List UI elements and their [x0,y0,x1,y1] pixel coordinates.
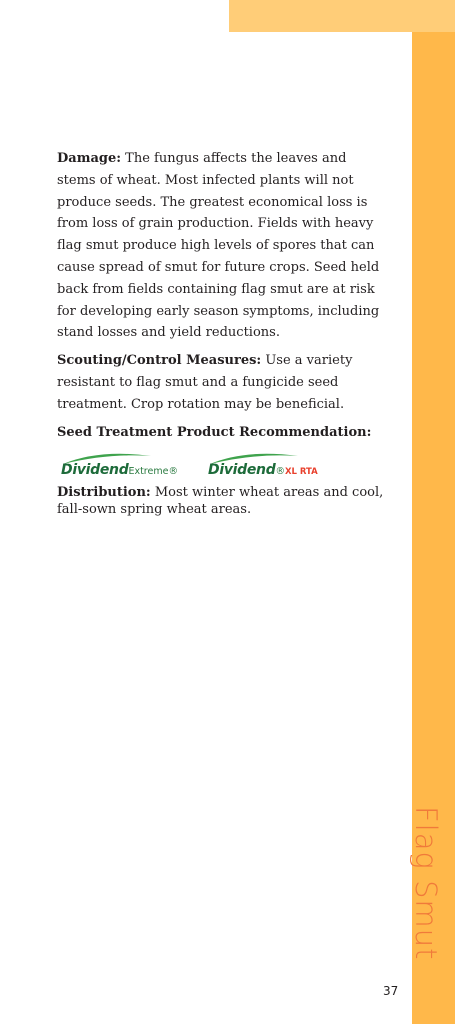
scouting-paragraph [57,350,385,415]
registered-mark: ® [275,466,285,478]
distribution-label: Distribution: [57,485,151,501]
dividend-xl-rta-logo [206,451,336,479]
page-number: 37 [383,984,399,998]
damage-text: The fungus affects the leaves and stems of wheat. Most infected plants will not produce seeds. The greatest economical loss is from loss of grain production. Fields with heavy flag smut produce high levels of spores that can cause spread of smut for future crops. Seed held back from fields containing flag smut are at risk for developing early season symptoms, including stand losses and yield reductions. [57,151,380,341]
distribution-text: Most winter wheat areas and cool, fall-sown spring wheat areas. [57,485,384,517]
registered-mark: ® [168,466,178,478]
header-tab [229,0,455,32]
dividend-extreme-logo [59,451,189,479]
recommendation-label: Seed Treatment Product Recommendation: [57,424,372,440]
product-suffix: Extreme [128,466,169,478]
section-title: Flag Smut [409,806,443,961]
distribution-paragraph [57,485,385,518]
product-logos [59,449,385,479]
product-name: Dividend [61,462,129,479]
product-suffix: XL RTA [284,467,318,478]
recommendation-paragraph [57,422,385,444]
scouting-text: Use a variety resistant to flag smut and a fungicide seed treatment. Crop rotation may be beneficial. [57,353,353,412]
damage-paragraph [57,148,385,344]
product-name: Dividend [208,462,276,479]
damage-label: Damage: [57,151,122,166]
scouting-label: Scouting/Control Measures: [57,353,262,369]
content-body [57,148,385,524]
